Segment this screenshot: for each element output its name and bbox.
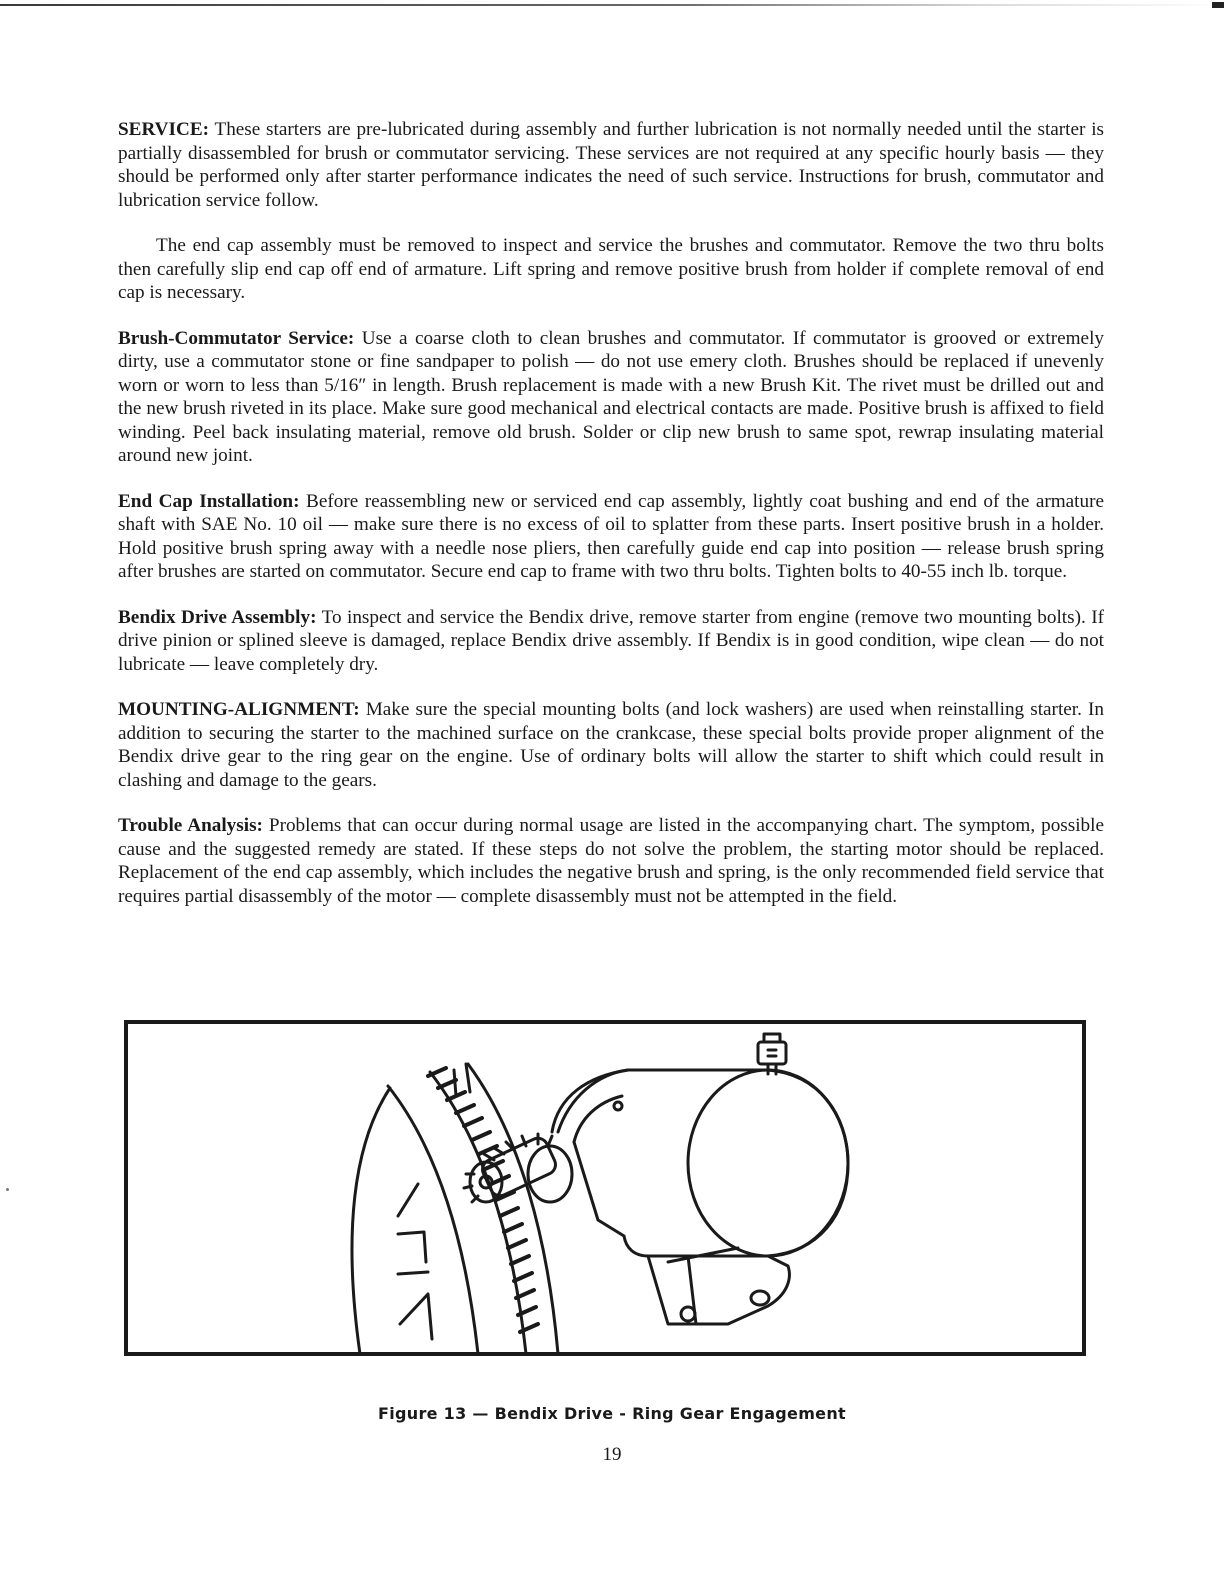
scan-speck	[6, 1188, 9, 1191]
heading-end-cap-installation: End Cap Installation:	[118, 490, 300, 512]
paragraph-brush-commutator	[118, 327, 1104, 468]
terminal-stud	[758, 1034, 786, 1074]
paragraph-end-cap-removal	[118, 234, 1104, 305]
mounting-bracket	[648, 1248, 789, 1324]
mounting-bolt-hole-right	[751, 1291, 769, 1305]
text-bendix-drive: To inspect and service the Bendix drive, remove starter from engine (remove two mounting bolts). If drive pinion or splined sleeve is damaged, replace Bendix drive assembly. If Bendix is in good condition, wipe clean — do not lubricate — leave completely dry.	[118, 606, 1104, 675]
text-service: These starters are pre-lubricated during assembly and further lubrication is not normally needed until the starter is partially disassembled for brush or commutator servicing. These services are not required at any specific hourly basis — they should be performed only after starter performance indicates the need of such service. Instructions for brush, commutator and lubrication service follow.	[118, 119, 1104, 211]
corner-mark	[1212, 2, 1224, 8]
heading-service: SERVICE:	[118, 119, 210, 140]
ring-gear-teeth	[428, 1068, 538, 1332]
end-cap-screw	[614, 1102, 622, 1110]
text-trouble-analysis: Problems that can occur during normal usage are listed in the accompanying chart. The symptom, possible cause and the suggested remedy are stated. If these steps do not solve the problem, the starting motor should be replaced. Replacement of the end cap assembly, which includes the negative brush and spring, is the only recommended field service that requires partial disassembly of the motor — complete disassembly must not be attempted in the field.	[118, 815, 1104, 907]
paragraph-service	[118, 118, 1104, 212]
flywheel-rib-upper	[398, 1232, 426, 1262]
paragraph-bendix-drive	[118, 606, 1104, 677]
figure-caption: Figure 13 — Bendix Drive - Ring Gear Engagement	[378, 1404, 846, 1423]
top-scan-rule	[0, 4, 1224, 6]
flywheel-rib-angled	[398, 1184, 418, 1216]
figure-13-frame	[124, 1020, 1086, 1356]
heading-mounting-alignment: MOUNTING-ALIGNMENT:	[118, 699, 360, 720]
flywheel-rib-middle	[398, 1272, 428, 1274]
text-end-cap-removal: The end cap assembly must be removed to inspect and service the brushes and commutator. Remove the two thru bolts then carefully slip end cap off end of armature. Lift spring and remove positive brush from holder if complete removal of end cap is necessary.	[118, 235, 1104, 303]
starter-motor-body	[552, 1070, 848, 1256]
paragraph-end-cap-installation	[118, 490, 1104, 584]
heading-brush-commutator: Brush-Commutator Service:	[118, 327, 355, 349]
bendix-drive-ring-gear-illustration	[128, 1024, 1082, 1352]
body-text	[118, 118, 1104, 930]
page-number: 19	[602, 1444, 622, 1465]
mounting-bolt-hole-left	[681, 1307, 695, 1321]
paragraph-mounting-alignment	[118, 698, 1104, 792]
text-end-cap-installation: Before reassembling new or serviced end cap assembly, lightly coat bushing and end of the armature shaft with SAE No. 10 oil — make sure there is no excess of oil to splatter from these parts. Insert positive brush in a holder. Hold positive brush spring away with a needle nose pliers, then carefully guide end cap into position — release brush spring after brushes are started on commutator. Secure end cap to frame with two thru bolts. Tighten bolts to 40-55 inch lb. torque.	[118, 490, 1105, 582]
paragraph-trouble-analysis	[118, 814, 1104, 908]
heading-bendix-drive: Bendix Drive Assembly:	[118, 606, 317, 628]
flywheel-housing-right-arc	[468, 1064, 558, 1352]
flywheel-rib-lower	[400, 1294, 432, 1339]
heading-trouble-analysis: Trouble Analysis:	[118, 815, 263, 836]
flywheel-housing-left-arc	[352, 1088, 390, 1352]
text-mounting-alignment: Make sure the special mounting bolts (and lock washers) are used when reinstalling starter. In addition to securing the starter to the machined surface on the crankcase, these special bolts provide proper alignment of the Bendix drive gear to the ring gear on the engine. Use of ordinary bolts will allow the starter to shift which could result in clashing and damage to the gears.	[118, 699, 1105, 791]
bendix-pinion-gear	[464, 1134, 572, 1202]
text-brush-commutator: Use a coarse cloth to clean brushes and commutator. If commutator is grooved or extremely dirty, use a commutator stone or fine sandpaper to polish — do not use emery cloth. Brushes should be replaced if unevenly worn or worn to less than 5/16″ in length. Brush replacement is made with a new Brush Kit. The rivet must be drilled out and the new brush riveted in its place. Make sure good mechanical and electrical contacts are made. Positive brush is affixed to field winding. Peel back insulating material, remove old brush. Solder or clip new brush to same spot, rewrap insulating material around new joint.	[118, 327, 1105, 466]
